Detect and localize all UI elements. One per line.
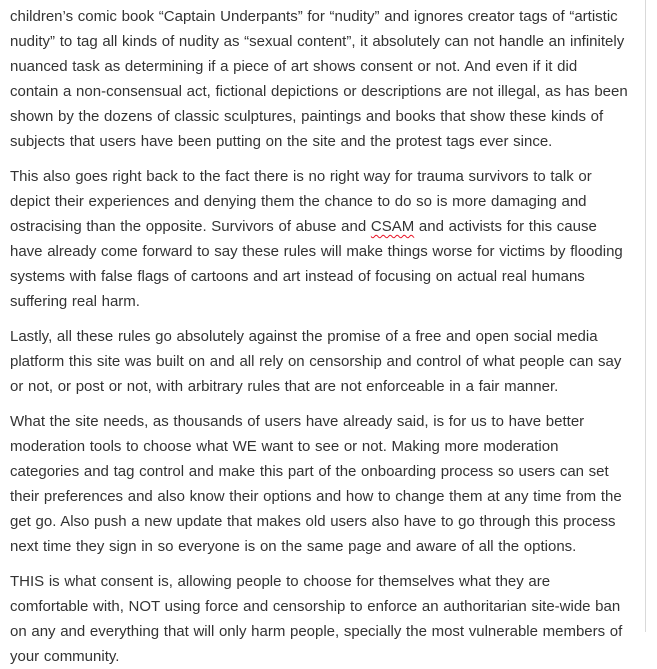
paragraph: [10, 164, 629, 314]
paragraph: Lastly, all these rules go absolutely against the promise of a free and open social media platform this site was built on and all rely on censorship and control of what people can say or not, or post or not, with arbitrary rules that are not enforceable in a fair manner.: [10, 328, 622, 395]
paragraph-text: and activists for this cause have already come forward to say these rules will make things worse for victims by flooding systems with false flags of cartoons and art instead of focusing on actual real humans suffering real harm.: [10, 218, 623, 310]
spellcheck-flagged-word: CSAM: [370, 218, 415, 235]
paragraph: THIS is what consent is, allowing people to choose for themselves what they are comfortable with, NOT using force and censorship to enforce an authoritarian site-wide ban on any and everything that will only harm people, specially the most vulnerable members of your community.: [10, 573, 623, 665]
content-right-border: [645, 0, 646, 632]
paragraph: What the site needs, as thousands of users have already said, is for us to have better moderation tools to choose what WE want to see or not. Making more moderation categories and tag control and make this part of the onboarding process so users can set their preferences and also know their options and how to change them at any time from the get go. Also push a new update that makes old users also have to go through this process next time they sign in so everyone is on the same page and aware of all the options.: [10, 413, 622, 555]
paragraph: children’s comic book “Captain Underpants” for “nudity” and ignores creator tags of “artistic nudity” to tag all kinds of nudity as “sexual content”, it absolutely can not handle an infinitely nuanced task as determining if a piece of art shows consent or not. And even if it did contain a non-consensual act, fictional depictions or descriptions are not illegal, as has been shown by the dozens of classic sculptures, paintings and books that show these kinds of subjects that users have been putting on the site and the protest tags ever since.: [10, 8, 628, 150]
paragraph-text: This also goes right back to the fact there is no right way for trauma survivors to talk or depict their experiences and denying them the chance to do so is more damaging and ostracising than the opposite. Survivors of abuse and: [10, 168, 592, 235]
